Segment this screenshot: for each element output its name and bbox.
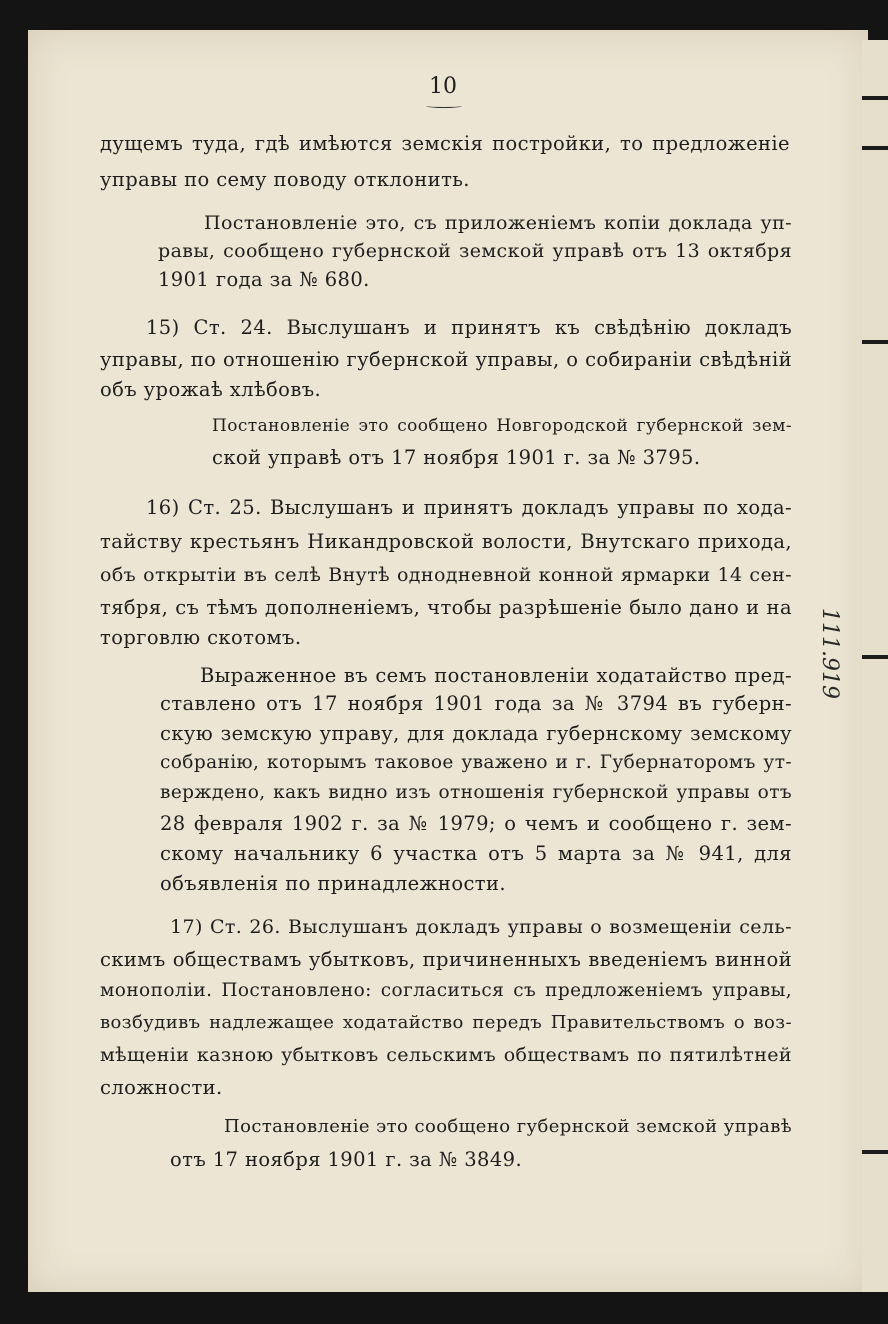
edge-mark [862, 655, 888, 659]
text-line: скимъ обществамъ убытковъ, причиненныхъ введеніемъ винной [100, 948, 792, 971]
text-line: скую земскую управу, для доклада губернскому земскому [160, 722, 792, 745]
text-line: дущемъ туда, гдѣ имѣются земскія постройки, то предложеніе [100, 132, 790, 155]
text-line: 16) Ст. 25. Выслушанъ и принятъ докладъ управы по хода- [146, 496, 792, 519]
text-line: ской управѣ отъ 17 ноября 1901 г. за № 3795. [212, 446, 701, 469]
text-line: управы, по отношенію губернской управы, о собираніи свѣдѣній [100, 348, 792, 371]
text-line: 1901 года за № 680. [158, 268, 370, 291]
page-edge [862, 40, 888, 1292]
text-line: монополіи. Постановлено: согласиться съ предложеніемъ управы, [100, 980, 792, 1001]
text-line: объ открытіи въ селѣ Внутѣ однодневной конной ярмарки 14 сен- [100, 564, 792, 586]
text-line: ставлено отъ 17 ноября 1901 года за № 3794 въ губерн- [160, 692, 792, 715]
edge-mark [862, 340, 888, 344]
edge-mark [862, 96, 888, 100]
text-line: равы, сообщено губернской земской управѣ отъ 13 октября [158, 240, 792, 262]
text-line: мѣщеніи казною убытковъ сельскимъ обществамъ по пятилѣтней [100, 1044, 792, 1066]
text-line: тайству крестьянъ Никандровской волости, Внутскаго прихода, [100, 530, 792, 553]
text-line: Постановленіе это сообщено Новгородской губернской зем- [212, 416, 792, 436]
text-line: 17) Ст. 26. Выслушанъ докладъ управы о возмещеніи сель- [170, 916, 792, 938]
text-line: объ урожаѣ хлѣбовъ. [100, 378, 322, 401]
edge-mark [862, 146, 888, 150]
text-line: 28 февраля 1902 г. за № 1979; о чемъ и сообщено г. зем- [160, 812, 792, 835]
text-line: тября, съ тѣмъ дополненіемъ, чтобы разрѣшеніе было дано и на [100, 596, 792, 619]
page-number: 10 [429, 74, 457, 99]
text-line: управы по сему поводу отклонить. [100, 168, 470, 191]
page-number-ornament [426, 104, 462, 108]
edge-mark [862, 1150, 888, 1154]
text-line: отъ 17 ноября 1901 г. за № 3849. [170, 1148, 523, 1171]
text-line: скому начальнику 6 участка отъ 5 марта за № 941, для [160, 842, 792, 865]
text-line: возбудивъ надлежащее ходатайство передъ Правительствомъ о воз- [100, 1012, 792, 1033]
text-line: объявленія по принадлежности. [160, 872, 506, 895]
text-line: собранію, которымъ таковое уважено и г. Губернаторомъ ут- [160, 752, 792, 773]
text-line: Постановленіе это сообщено губернской земской управѣ [224, 1116, 792, 1137]
text-line: торговлю скотомъ. [100, 626, 302, 649]
text-line: Постановленіе это, съ приложеніемъ копіи доклада уп- [204, 212, 792, 234]
handwritten-margin-note: 111.919 [817, 608, 842, 699]
text-line: сложности. [100, 1076, 223, 1099]
text-line: 15) Ст. 24. Выслушанъ и принятъ къ свѣдѣнію докладъ [146, 316, 792, 339]
text-line: Выраженное въ семъ постановленіи ходатайство пред- [200, 664, 792, 687]
text-line: верждено, какъ видно изъ отношенія губернской управы отъ [160, 782, 792, 803]
